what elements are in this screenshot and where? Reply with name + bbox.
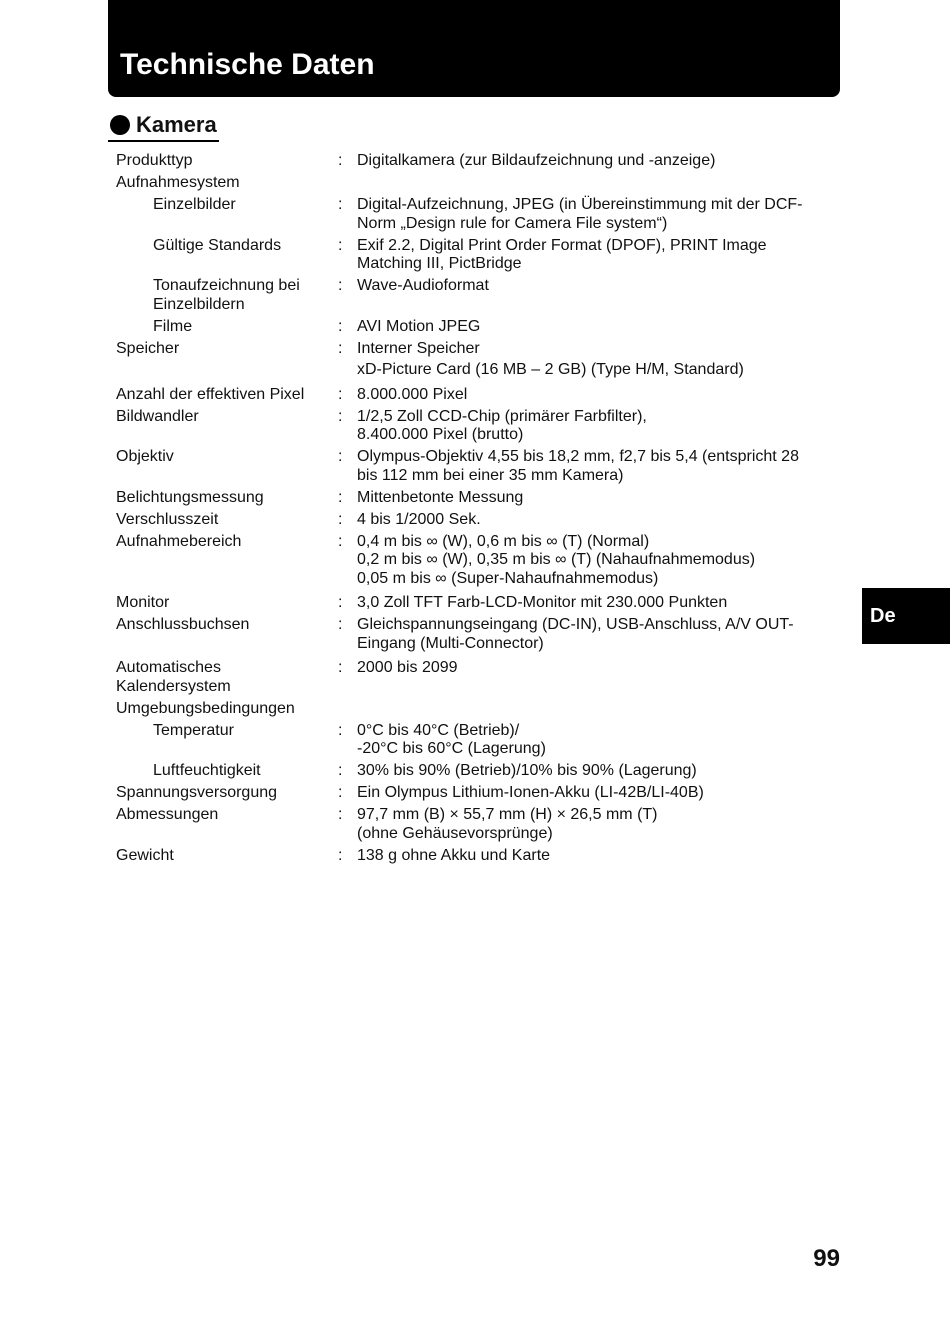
spec-value-line: Eingang (Multi-Connector) [357,634,544,652]
page-title: Technische Daten [120,48,375,81]
spec-label: Belichtungsmessung [116,488,264,506]
spec-row [116,277,836,314]
spec-value [357,847,836,866]
spec-separator: : [338,152,343,169]
spec-row [116,700,836,719]
spec-value [357,489,836,508]
spec-label: Filme [153,317,193,335]
spec-value-line: Matching III, PictBridge [357,255,522,272]
spec-separator: : [338,532,343,550]
spec-value [357,616,836,653]
spec-separator: : [338,339,343,357]
spec-value [357,659,836,696]
spec-row [116,408,836,445]
header-bar [108,0,840,97]
spec-value [357,533,836,589]
spec-label: Verschlusszeit [116,510,219,528]
language-tab-label: De [870,605,896,627]
spec-value-line: Ein Olympus Lithium-Ionen-Akku (LI-42B/LI-40B) [357,784,704,801]
spec-separator: : [338,616,343,633]
spec-separator: : [338,784,343,801]
spec-value [357,340,836,380]
spec-table [116,152,836,869]
spec-row [116,196,836,233]
spec-row [116,237,836,274]
spec-label: Einzelbilder [153,196,236,213]
spec-separator: : [338,488,343,506]
spec-row [116,762,836,781]
spec-row [116,722,836,759]
spec-value-line: 8.000.000 Pixel [357,385,468,403]
spec-label: Umgebungsbedingungen [116,699,295,717]
spec-value [357,174,836,193]
spec-value [357,594,836,613]
spec-separator: : [338,407,343,425]
spec-label: Produkttyp [116,152,193,169]
spec-separator: : [338,721,343,739]
spec-value [357,408,836,445]
spec-value-line: Interner Speicher [357,339,480,357]
spec-value [357,237,836,274]
spec-row [116,489,836,508]
spec-value-line: 138 g ohne Akku und Karte [357,846,551,864]
spec-row [116,616,836,653]
section-heading [108,110,219,142]
spec-row [116,533,836,589]
spec-value-line: Digitalkamera (zur Bildaufzeichnung und -anzeige) [357,152,716,169]
spec-row [116,152,836,171]
spec-label: Automatisches Kalendersystem [116,659,231,695]
section-title: Kamera [136,112,217,137]
spec-label: Speicher [116,339,180,357]
spec-value-line: -20°C bis 60°C (Lagerung) [357,740,546,757]
spec-value-line: Digital-Aufzeichnung, JPEG (in Übereinstimmung mit der DCF- [357,196,803,213]
language-tab [862,588,950,644]
spec-label: Objektiv [116,448,174,465]
spec-separator [338,174,357,193]
spec-separator: : [338,277,343,294]
spec-row [116,448,836,485]
spec-value-line: 0,05 m bis ∞ (Super-Nahaufnahmemodus) [357,569,659,587]
spec-value [357,806,836,843]
spec-row [116,340,836,380]
spec-row [116,847,836,866]
spec-row [116,386,836,405]
spec-value [357,152,836,171]
spec-value [357,448,836,485]
spec-value-line: Exif 2.2, Digital Print Order Format (DPOF), PRINT Image [357,236,767,254]
spec-label: Monitor [116,594,170,611]
spec-row [116,318,836,337]
spec-label: Anschlussbuchsen [116,616,250,633]
spec-row [116,174,836,193]
spec-value-line: 0,2 m bis ∞ (W), 0,35 m bis ∞ (T) (Nahaufnahmemodus) [357,551,756,568]
spec-separator: : [338,594,343,611]
spec-value [357,700,836,719]
spec-value-line: 8.400.000 Pixel (brutto) [357,426,524,443]
spec-label: Luftfeuchtigkeit [153,762,261,779]
spec-value-line: bis 112 mm bei einer 35 mm Kamera) [357,466,624,484]
spec-row [116,511,836,530]
spec-label: Bildwandler [116,407,199,425]
spec-separator: : [338,659,343,676]
spec-value [357,511,836,530]
spec-separator: : [338,196,343,213]
spec-label: Tonaufzeichnung bei Einzelbildern [153,277,300,313]
spec-value-line: 97,7 mm (B) × 55,7 mm (H) × 26,5 mm (T) [357,806,658,823]
spec-row [116,784,836,803]
spec-value-line: Gleichspannungseingang (DC-IN), USB-Anschluss, A/V OUT- [357,616,794,633]
spec-value [357,277,836,314]
spec-separator: : [338,385,343,403]
spec-value-line: 2000 bis 2099 [357,659,458,676]
spec-separator: : [338,762,343,779]
spec-value-line: 0,4 m bis ∞ (W), 0,6 m bis ∞ (T) (Normal) [357,532,650,550]
spec-label: Anzahl der effektiven Pixel [116,385,305,403]
page-number: 99 [813,1245,840,1272]
spec-separator: : [338,236,343,254]
spec-value-line: Mittenbetonte Messung [357,488,524,506]
spec-row [116,659,836,696]
spec-separator: : [338,510,343,528]
spec-label: Aufnahmebereich [116,532,242,550]
spec-value-line: Wave-Audioformat [357,277,489,294]
spec-value [357,722,836,759]
spec-value-line: xD-Picture Card (16 MB – 2 GB) (Type H/M, Standard) [357,361,744,378]
spec-value-line: 3,0 Zoll TFT Farb-LCD-Monitor mit 230.000 Punkten [357,594,728,611]
spec-row [116,594,836,613]
spec-value [357,386,836,405]
spec-label: Gültige Standards [153,236,282,254]
spec-separator: : [338,806,343,823]
spec-value [357,318,836,337]
spec-value-line: Olympus-Objektiv 4,55 bis 18,2 mm, f2,7 bis 5,4 (entspricht 28 [357,448,799,465]
spec-value-line: (ohne Gehäusevorsprünge) [357,824,553,842]
spec-label: Temperatur [153,721,234,739]
bullet-icon [110,115,130,135]
spec-value-line: 30% bis 90% (Betrieb)/10% bis 90% (Lagerung) [357,762,697,779]
spec-value-line: 0°C bis 40°C (Betrieb)/ [357,721,520,739]
spec-row [116,806,836,843]
spec-value [357,762,836,781]
spec-label: Spannungsversorgung [116,784,278,801]
spec-value-line: 4 bis 1/2000 Sek. [357,510,481,528]
spec-label: Abmessungen [116,806,219,823]
spec-separator [338,700,357,719]
spec-separator: : [338,317,343,335]
spec-value [357,196,836,233]
spec-label: Aufnahmesystem [116,174,240,191]
spec-value-line: AVI Motion JPEG [357,317,481,335]
spec-value [357,784,836,803]
spec-value-line: 1/2,5 Zoll CCD-Chip (primärer Farbfilter), [357,407,647,425]
spec-separator: : [338,448,343,465]
spec-label: Gewicht [116,846,174,864]
spec-separator: : [338,846,343,864]
spec-value-line: Norm „Design rule for Camera File system“) [357,214,668,232]
